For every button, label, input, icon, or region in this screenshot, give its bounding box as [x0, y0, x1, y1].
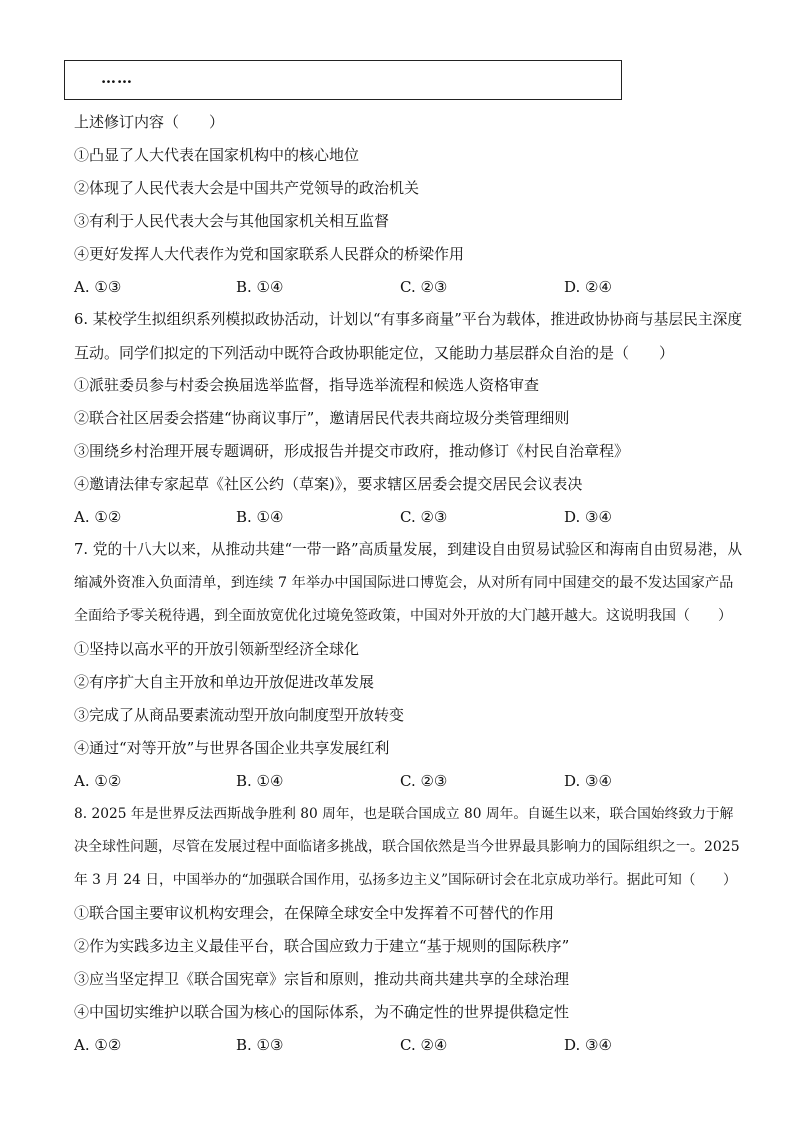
- q6-statement-3: ③围绕乡村治理开展专题调研，形成报告并提交市政府，推动修订《村民自治章程》: [74, 442, 630, 460]
- q5-option-d[interactable]: D. ②④: [564, 278, 612, 296]
- q7-statement-2: ②有序扩大自主开放和单边开放促进改革发展: [74, 673, 375, 691]
- q6-stem-line-1: 6. 某校学生拟组织系列模拟政协活动，计划以“有事多商量”平台为载体，推进政协协商与基层民主深度: [74, 311, 743, 328]
- q5-statement-3: ③有利于人民代表大会与其他国家机关相互监督: [74, 212, 390, 230]
- q7-stem-line-3: 全面给予零关税待遇，到全面放宽优化过境免签政策，中国对外开放的大门越开越大。这说明我国（ ）: [74, 608, 732, 624]
- q5-statement-1: ①凸显了人大代表在国家机构中的核心地位: [74, 146, 360, 164]
- q8-statement-1: ①联合国主要审议机构安理会，在保障全球安全中发挥着不可替代的作用: [74, 904, 555, 922]
- q7-option-b[interactable]: B. ①④: [236, 772, 284, 790]
- q8-stem-line-1: 8. 2025 年是世界反法西斯战争胜利 80 周年，也是联合国成立 80 周年。自诞生以来，联合国始终致力于解: [74, 806, 734, 822]
- q6-option-b[interactable]: B. ①④: [236, 508, 284, 526]
- q5-stem: 上述修订内容（ ）: [74, 113, 225, 131]
- q8-statement-2: ②作为实践多边主义最佳平台，联合国应致力于建立“基于规则的国际秩序”: [74, 937, 570, 955]
- q8-stem-line-3: 年 3 月 24 日，中国举办的“加强联合国作用，弘扬多边主义”国际研讨会在北京成功举行。据此可知（ ）: [74, 872, 737, 888]
- material-box: [64, 60, 622, 100]
- q5-option-b[interactable]: B. ①④: [236, 278, 284, 296]
- q8-option-d[interactable]: D. ③④: [564, 1036, 612, 1054]
- q8-option-a[interactable]: A. ①②: [74, 1036, 122, 1054]
- q8-stem-line-2: 决全球性问题，尽管在发展过程中面临诸多挑战，联合国依然是当今世界最具影响力的国际组织之一。2025: [74, 839, 740, 855]
- q7-statement-1: ①坚持以高水平的开放引领新型经济全球化: [74, 640, 360, 658]
- q5-option-a[interactable]: A. ①③: [74, 278, 122, 296]
- q6-statement-1: ①派驻委员参与村委会换届选举监督，指导选举流程和候选人资格审查: [74, 376, 540, 394]
- q6-statement-4: ④邀请法律专家起草《社区公约（草案)》，要求辖区居委会提交居民会议表决: [74, 475, 583, 493]
- q7-option-d[interactable]: D. ③④: [564, 772, 612, 790]
- q8-option-b[interactable]: B. ①③: [236, 1036, 284, 1054]
- q6-stem-line-2: 互动。同学们拟定的下列活动中既符合政协职能定位，又能助力基层群众自治的是（ ）: [74, 344, 675, 362]
- q5-option-c[interactable]: C. ②③: [400, 278, 448, 296]
- q7-statement-4: ④通过“对等开放”与世界各国企业共享发展红利: [74, 739, 390, 757]
- q6-option-a[interactable]: A. ①②: [74, 508, 122, 526]
- q5-statement-2: ②体现了人民代表大会是中国共产党领导的政治机关: [74, 179, 420, 197]
- q7-stem-line-1: 7. 党的十八大以来，从推动共建“一带一路”高质量发展，到建设自由贸易试验区和海南自由贸易港，从: [74, 541, 743, 558]
- q8-option-c[interactable]: C. ②④: [400, 1036, 448, 1054]
- q8-statement-3: ③应当坚定捍卫《联合国宪章》宗旨和原则，推动共商共建共享的全球治理: [74, 970, 570, 988]
- q7-option-a[interactable]: A. ①②: [74, 772, 122, 790]
- q6-option-d[interactable]: D. ③④: [564, 508, 612, 526]
- q6-statement-2: ②联合社区居委会搭建“协商议事厅”，邀请居民代表共商垃圾分类管理细则: [74, 409, 570, 427]
- q8-statement-4: ④中国切实维护以联合国为核心的国际体系，为不确定性的世界提供稳定性: [74, 1003, 570, 1021]
- q7-stem-line-2: 缩减外资准入负面清单，到连续 7 年举办中国国际进口博览会，从对所有同中国建交的最不发达国家产品: [74, 575, 734, 591]
- q7-statement-3: ③完成了从商品要素流动型开放向制度型开放转变: [74, 706, 405, 724]
- q7-option-c[interactable]: C. ②③: [400, 772, 448, 790]
- ellipsis-text: ……: [101, 69, 133, 87]
- q5-statement-4: ④更好发挥人大代表作为党和国家联系人民群众的桥梁作用: [74, 245, 465, 263]
- q6-option-c[interactable]: C. ②③: [400, 508, 448, 526]
